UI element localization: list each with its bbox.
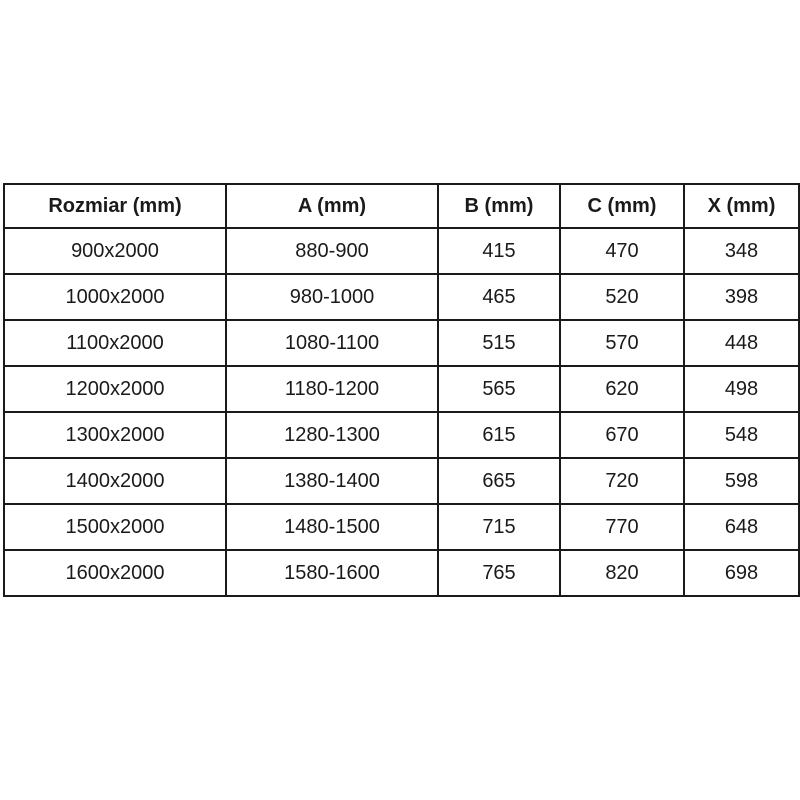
table-cell-x: 698 — [684, 550, 799, 596]
table-row — [4, 458, 799, 504]
column-header-rozmiar: Rozmiar (mm) — [4, 184, 226, 228]
table-cell-b: 415 — [438, 228, 560, 274]
table-cell-rozmiar: 1300x2000 — [4, 412, 226, 458]
column-header-x: X (mm) — [684, 184, 799, 228]
table-cell-c: 620 — [560, 366, 684, 412]
table-cell-c: 520 — [560, 274, 684, 320]
table-row — [4, 320, 799, 366]
table-cell-rozmiar: 1600x2000 — [4, 550, 226, 596]
table-cell-rozmiar: 1100x2000 — [4, 320, 226, 366]
table-cell-x: 348 — [684, 228, 799, 274]
table-cell-rozmiar: 1500x2000 — [4, 504, 226, 550]
table-cell-x: 648 — [684, 504, 799, 550]
table-cell-a: 1080-1100 — [226, 320, 438, 366]
table-row — [4, 228, 799, 274]
table-row — [4, 366, 799, 412]
table-cell-c: 670 — [560, 412, 684, 458]
table-cell-rozmiar: 900x2000 — [4, 228, 226, 274]
size-spec-table — [3, 183, 800, 597]
table-row — [4, 504, 799, 550]
table-cell-a: 1280-1300 — [226, 412, 438, 458]
table-cell-c: 470 — [560, 228, 684, 274]
table-cell-x: 548 — [684, 412, 799, 458]
table-cell-x: 498 — [684, 366, 799, 412]
table-cell-b: 465 — [438, 274, 560, 320]
table-cell-x: 448 — [684, 320, 799, 366]
table-row — [4, 412, 799, 458]
table-cell-b: 665 — [438, 458, 560, 504]
table-row — [4, 550, 799, 596]
table-cell-b: 715 — [438, 504, 560, 550]
table-cell-a: 1580-1600 — [226, 550, 438, 596]
table-cell-c: 570 — [560, 320, 684, 366]
column-header-c: C (mm) — [560, 184, 684, 228]
table-cell-x: 598 — [684, 458, 799, 504]
table-cell-b: 615 — [438, 412, 560, 458]
column-header-a: A (mm) — [226, 184, 438, 228]
table-cell-a: 1180-1200 — [226, 366, 438, 412]
table-cell-c: 770 — [560, 504, 684, 550]
table-cell-a: 1380-1400 — [226, 458, 438, 504]
table-row — [4, 274, 799, 320]
table-body — [4, 228, 799, 596]
column-header-b: B (mm) — [438, 184, 560, 228]
table-cell-c: 820 — [560, 550, 684, 596]
table-cell-a: 1480-1500 — [226, 504, 438, 550]
table-cell-b: 515 — [438, 320, 560, 366]
table-cell-x: 398 — [684, 274, 799, 320]
header-row — [4, 184, 799, 228]
table-cell-b: 565 — [438, 366, 560, 412]
table-cell-rozmiar: 1400x2000 — [4, 458, 226, 504]
table-cell-rozmiar: 1200x2000 — [4, 366, 226, 412]
table-cell-a: 880-900 — [226, 228, 438, 274]
table-cell-a: 980-1000 — [226, 274, 438, 320]
table-cell-c: 720 — [560, 458, 684, 504]
table-cell-rozmiar: 1000x2000 — [4, 274, 226, 320]
table-cell-b: 765 — [438, 550, 560, 596]
